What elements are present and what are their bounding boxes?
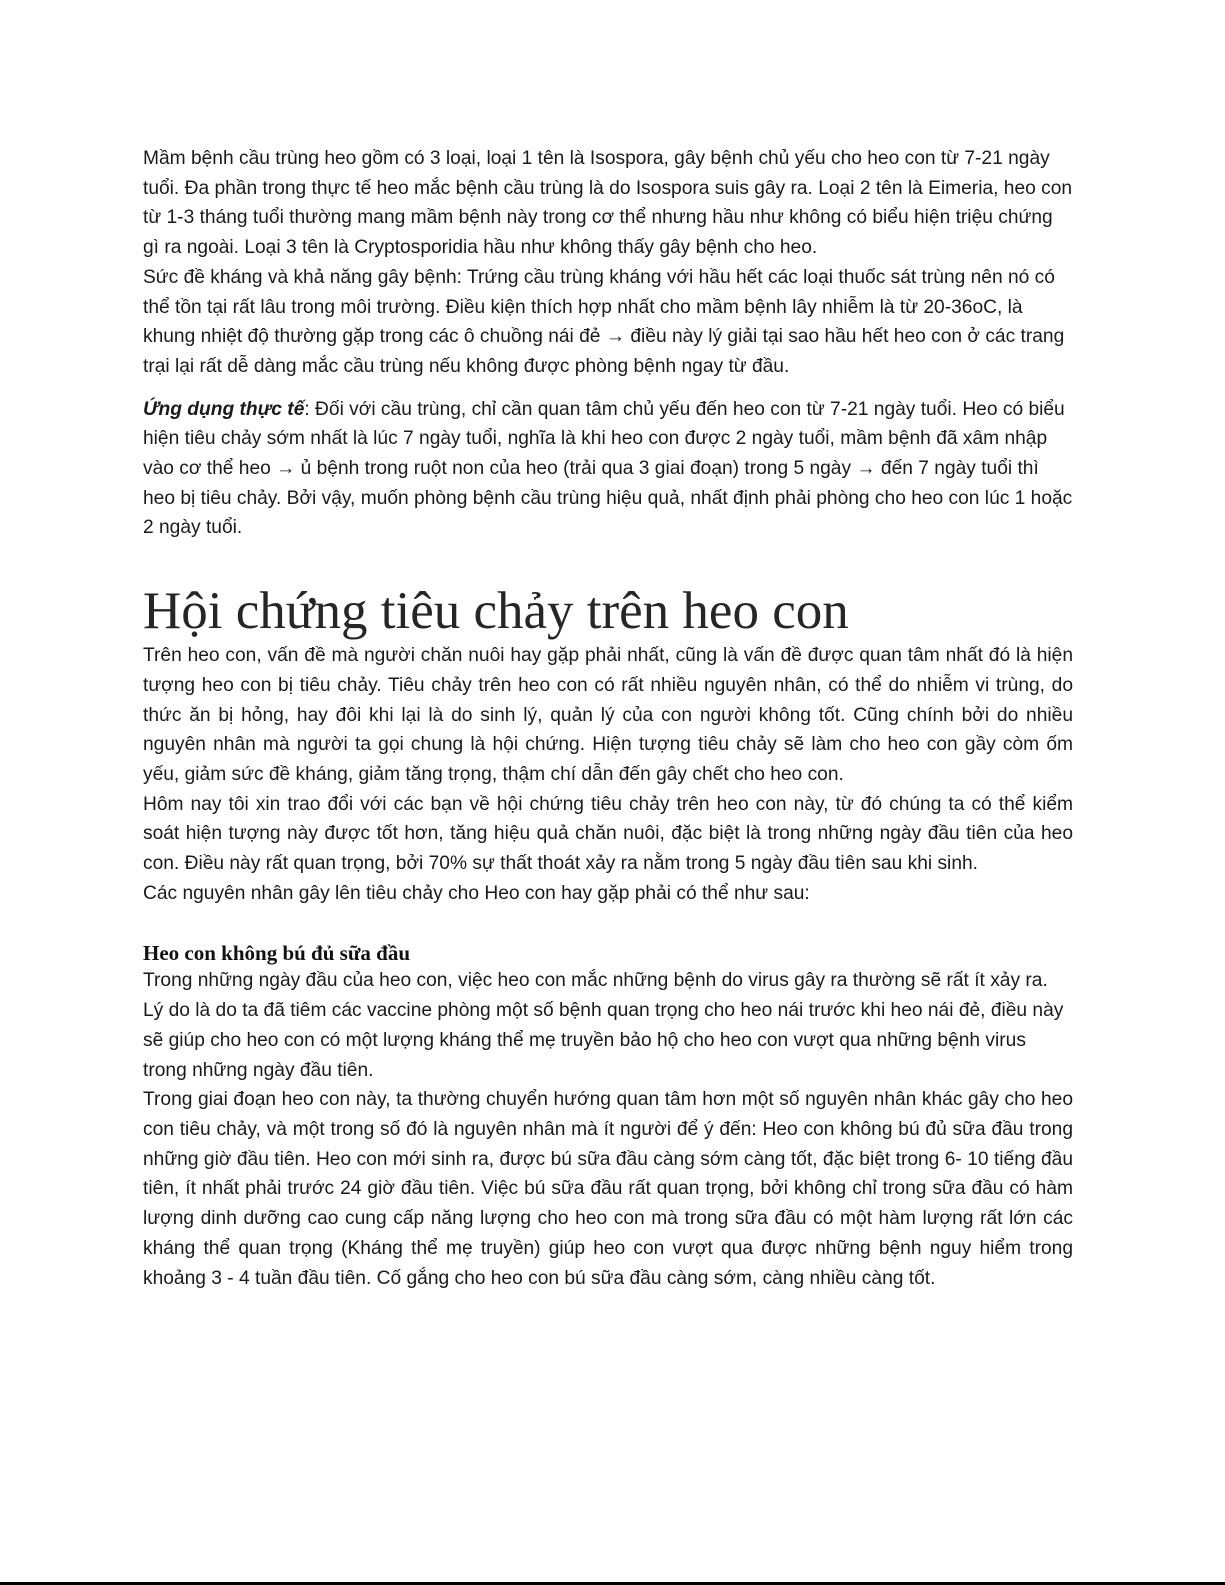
heading-colostrum: Heo con không bú đủ sữa đầu: [143, 941, 411, 966]
paragraph-resistance: Sức đề kháng và khả năng gây bệnh: Trứng cầu trùng kháng với hầu hết các loại thuốc sát trùng nên nó có thể tồn tại rất lâu trong môi trường. Điều kiện thích hợp nhất cho mầm bệnh lây nhiễm là từ 20-36oC, là khung nhiệt độ thường gặp trong các ô chuồng nái đẻ → điều này lý giải tại sao hầu hết heo con ở các trang trại lại rất dễ dàng mắc cầu trùng nếu không được phòng bệnh ngay từ đầu.: [143, 266, 1065, 377]
document-page: [143, 144, 1073, 1293]
paragraph-syndrome-intro: Trên heo con, vấn đề mà người chăn nuôi hay gặp phải nhất, cũng là vấn đề được quan tâm nhất đó là hiện tượng heo con bị tiêu chảy. Tiêu chảy trên heo con có rất nhiều nguyên nhân, có thể do nhiễm vi trùng, do thức ăn bị hỏng, hay đôi khi lại là do sinh lý, quản lý của con người không tốt. Cũng chính bởi do nhiều nguyên nhân mà người ta gọi chung là hội chứng. Hiện tượng tiêu chảy sẽ làm cho heo con gầy còm ốm yếu, giảm sức đề kháng, giảm tăng trọng, thậm chí dẫn đến gây chết cho heo con.: [143, 645, 1073, 785]
paragraph-practical-application: [143, 395, 1073, 544]
paragraph-colostrum-vaccine: Trong những ngày đầu của heo con, việc heo con mắc những bệnh do virus gây ra thường sẽ rất ít xảy ra. Lý do là do ta đã tiêm các vaccine phòng một số bệnh quan trọng cho heo nái trước khi heo nái đẻ, điều này sẽ giúp cho heo con có một lượng kháng thể mẹ truyền bảo hộ cho heo con vượt qua những bệnh virus trong những ngày đầu tiên.: [143, 970, 1064, 1081]
heading-diarrhea-syndrome: Hội chứng tiêu chảy trên heo con: [143, 582, 849, 641]
paragraph-pathogen-types: Mầm bệnh cầu trùng heo gồm có 3 loại, loại 1 tên là Isospora, gây bệnh chủ yếu cho heo con từ 7-21 ngày tuổi. Đa phần trong thực tế heo mắc bệnh cầu trùng là do Isospora suis gây ra. Loại 2 tên là Eimeria, heo con từ 1-3 tháng tuổi thường mang mầm bệnh này trong cơ thể nhưng hầu như không có biểu hiện triệu chứng gì ra ngoài. Loại 3 tên là Cryptosporidia hầu như không thấy gây bệnh cho heo.: [143, 148, 1073, 259]
paragraph-colostrum-importance: Trong giai đoạn heo con này, ta thường chuyển hướng quan tâm hơn một số nguyên nhân khác gây cho heo con tiêu chảy, và một trong số đó là nguyên nhân mà ít người để ý đến: Heo con không bú đủ sữa đầu trong những giờ đầu tiên. Heo con mới sinh ra, được bú sữa đầu càng sớm càng tốt, đặc biệt trong 6- 10 tiếng đầu tiên, ít nhất phải trước 24 giờ đầu tiên. Việc bú sữa đầu rất quan trọng, bởi không chỉ trong sữa đầu có hàm lượng dinh dưỡng cao cung cấp năng lượng cho heo con mà trong sữa đầu có một hàm lượng rất lớn các kháng thể quan trọng (Kháng thể mẹ truyền) giúp heo con vượt qua được những bệnh nguy hiểm trong khoảng 3 - 4 tuần đầu tiên. Cố gắng cho heo con bú sữa đầu càng sớm, càng nhiều càng tốt.: [143, 1089, 1073, 1289]
practical-application-label: Ứng dụng thực tế: [143, 398, 305, 420]
practical-application-text: : Đối với cầu trùng, chỉ cần quan tâm chủ yếu đến heo con từ 7-21 ngày tuổi. Heo có biểu hiện tiêu chảy sớm nhất là lúc 7 ngày tuổi, nghĩa là khi heo con được 2 ngày tuổi, mầm bệnh đã xâm nhập vào cơ thể heo → ủ bệnh trong ruột non của heo (trải qua 3 giai đoạn) trong 5 ngày → đến 7 ngày tuổi thì heo bị tiêu chảy. Bởi vậy, muốn phòng bệnh cầu trùng hiệu quả, nhất định phải phòng cho heo con lúc 1 hoặc 2 ngày tuổi.: [143, 398, 1073, 539]
paragraph-causes-lead: Các nguyên nhân gây lên tiêu chảy cho Heo con hay gặp phải có thể như sau:: [143, 882, 810, 904]
paragraph-syndrome-discussion: Hôm nay tôi xin trao đổi với các bạn về hội chứng tiêu chảy trên heo con này, từ đó chúng ta có thể kiểm soát hiện tượng này được tốt hơn, tăng hiệu quả chăn nuôi, đặc biệt là trong những ngày đầu tiên của heo con. Điều này rất quan trọng, bởi 70% sự thất thoát xảy ra nằm trong 5 ngày đầu tiên sau khi sinh.: [143, 793, 1073, 875]
